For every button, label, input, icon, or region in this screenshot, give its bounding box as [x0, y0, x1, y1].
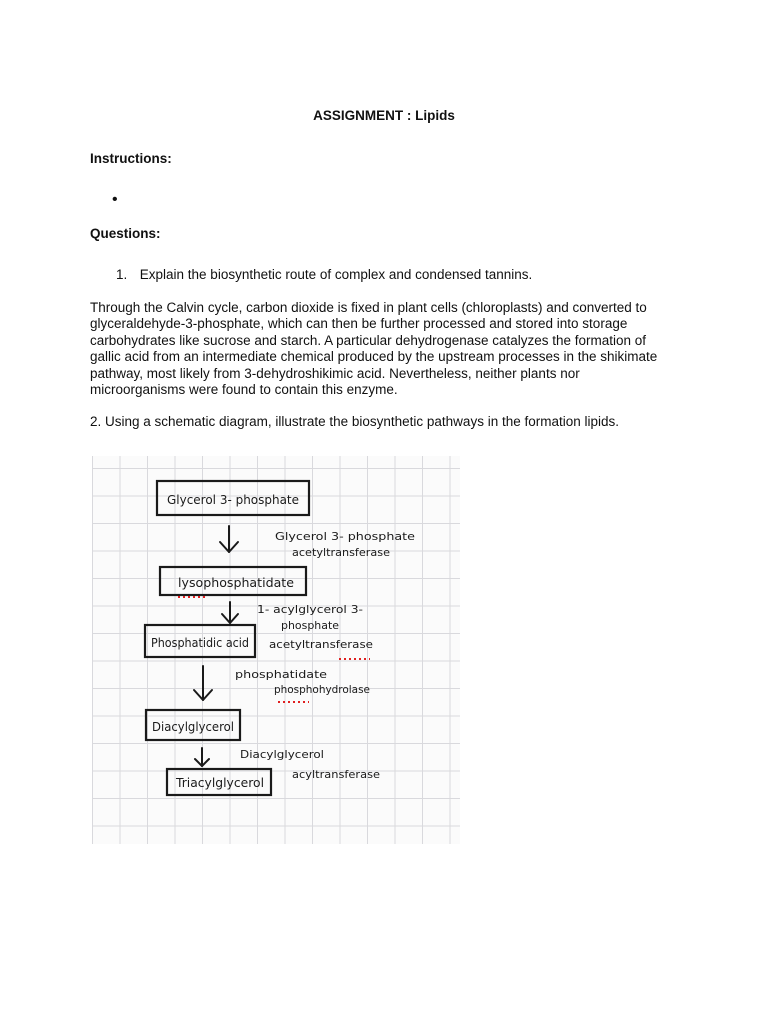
answer-1-paragraph: [90, 300, 680, 398]
answer-1-line: carbohydrates like sucrose and starch. A particular dehydrogenase catalyzes the formation of: [90, 332, 647, 348]
arrow-down-icon: [222, 602, 238, 623]
arrow-down-icon: [194, 666, 212, 700]
question-1: [116, 267, 532, 282]
answer-1-line: microorganisms were found to contain this enzyme.: [90, 382, 398, 398]
arrow-down-icon: [220, 526, 238, 552]
questions-heading: Questions:: [90, 226, 161, 241]
diagram-canvas: [92, 456, 460, 844]
box-label-triacylglycerol: Triacylglycerol: [174, 776, 264, 790]
enzyme-1-line-2: acetyltransferase: [292, 547, 390, 559]
answer-1-line: Through the Calvin cycle, carbon dioxide is fixed in plant cells (chloroplasts) and converted to: [90, 300, 647, 315]
enzyme-4-line-2: acyltransferase: [292, 769, 380, 781]
answer-1-line: pathway, most likely from 3-dehydroshikimic acid. Nevertheless, neither plants nor: [90, 365, 580, 381]
question-1-text: Explain the biosynthetic route of complex and condensed tannins.: [139, 267, 533, 282]
enzyme-2-line-3: acetyltransferase: [269, 639, 373, 651]
box-label-diacylglycerol: Diacylglycerol: [152, 720, 234, 734]
box-label-phosphatidic-acid: Phosphatidic acid: [151, 636, 249, 650]
arrow-down-icon: [195, 748, 209, 766]
bullet-point: •: [112, 191, 118, 208]
enzyme-2-line-1: 1- acylglycerol 3-: [257, 604, 364, 616]
box-label-lysophosphatidate: lysophosphatidate: [178, 576, 294, 590]
enzyme-1-line-1: Glycerol 3- phosphate: [275, 531, 415, 543]
answer-1-line: gallic acid from an intermediate chemical produced by the upstream processes in the shikimate: [90, 349, 658, 365]
enzyme-3-line-1: phosphatidate: [235, 669, 327, 681]
instructions-heading: Instructions:: [90, 151, 172, 166]
enzyme-2-line-2: phosphate: [281, 620, 339, 632]
question-2: 2. Using a schematic diagram, illustrate the biosynthetic pathways in the formation lipids.: [90, 414, 620, 429]
page-title: ASSIGNMENT : Lipids: [313, 108, 455, 123]
box-label-glycerol-3-phosphate: Glycerol 3- phosphate: [167, 493, 299, 507]
answer-1-line: glyceraldehyde-3-phosphate, which can then be further processed and stored into storage: [90, 316, 628, 332]
lipid-pathway-diagram: [92, 456, 460, 844]
question-1-number: 1.: [116, 267, 128, 282]
enzyme-3-line-2: phosphohydrolase: [274, 684, 370, 696]
enzyme-4-line-1: Diacylglycerol: [240, 749, 324, 761]
